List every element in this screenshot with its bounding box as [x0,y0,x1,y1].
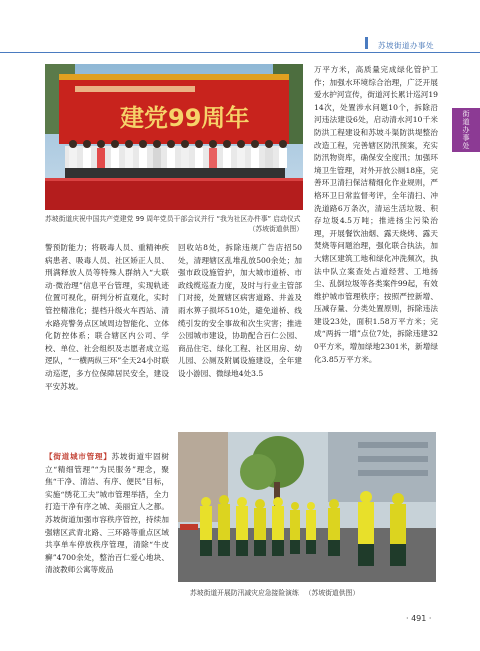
right-column-paragraph: 万平方米，高质量完成绿化管护工作；加强水环境综合治理，广泛开展爱水护河宣传，街道河长累计巡河1914次，处置涉水问题10个，拆除沿河违法建设6处，启动清水河10千米防洪工程建设和苏坡斗渠防洪堤整治改造工程，完善辖区防汛预案，充实防汛物资库，确保安全度汛；加强环境卫生管理，对外开放公厕18座，完善环卫清扫保洁精细化作业规则，严格环卫日常监督考评，全年清扫、冲洗道路6万条次，清运生活垃圾、积存垃圾4.5万吨；推进扬尘污染治理，开展餐饮油烟、露天烧烤、露天焚烧等问题治理，强化联合执法，加大辖区建筑工地和绿化冲洗频次，执法中队立案查处占道经营、工地扬尘、乱倒垃圾等各类案件99起，有效维护城市管理秩序；按照严控新增、压减存量、分类处置原则，拆除违法建设23处，面积1.58万平方米；完成“两拆一增”点位7处，拆除违建320平方米，增加绿地2301米，新增绿化3.85万平方米。 [314,65,438,364]
street-management-paragraph: 苏坡街道牢固树立“精细管理”“为民服务”理念，聚焦“干净、清洁、有序、便民”目标，实施“绣花工夫”城市管理举措，全力打造干净有序之城、美丽宜人之都。苏坡街道加强市容秩序管控，持续加强辖区武青北路、三环路等重点区域共享单车停放秩序管理，清除“牛皮癣”4700余处，整治百仁爱心地块、清波教师公寓等废品 [45,452,170,575]
drill-photo-image [178,432,436,582]
event-photo-image [45,64,303,210]
left-column-paragraph: 警预防能力；将吸毒人员、重精神疾病患者、吸毒人员、社区矫正人员、刑满释放人员等特殊人群纳入“大联动·微治理”信息平台管理，实现轨迹位置可视化，研判分析直观化，实时管控精准化；提档升级火车西站、清水路亮警务点区域周边智能化、立体化防控体系；联合辖区内公司、学校、单位、社会组织及志愿者成立巡逻队，“一横两纵三环”全天24小时联动巡逻，多方位保障居民安全，建设平安苏坡。 [45,243,169,391]
drill-photo-caption-text: 苏坡街道开展防汛减灾应急接险演练 [190,589,299,597]
header-rule [0,52,480,53]
drill-photo [178,432,436,582]
drill-photo-credit: （苏坡街道供图） [304,589,360,597]
street-management-heading: 【街道城市管理】 [45,452,112,461]
street-management-section [45,451,169,577]
middle-column-paragraph: 回收站8处，拆除违规广告店招50处，清理辖区乱堆乱放500余处；加强市政设施管护，加大城市道桥、市政线缆巡查力度，及时与行业主管部门对接，处置辖区病害道路、井盖及雨水箅子损坏510处，避免道桥、线缆引发的安全事故和次生灾害；推进公园城市建设，协助配合百仁公园、商品住宅、绿化工程、社区用房、幼儿园、公厕及附属设施建设，全年建设小游园、微绿地4处3.5 [178,243,302,378]
event-photo [45,64,303,210]
event-photo-caption [45,214,303,234]
page-number: · 491 · [406,614,432,623]
middle-column-text [178,242,302,381]
event-photo-credit: （苏坡街道供图） [248,225,303,233]
side-section-tab: 街道办事处 [452,108,480,152]
left-column-text [45,242,169,393]
page-header-title: 苏坡街道办事处 [378,41,434,50]
header-marker [365,37,368,49]
drill-photo-caption [190,588,436,598]
banner-text: 建党99周年 [120,104,250,132]
event-photo-caption-text: 苏坡街道庆祝中国共产党建党 99 周年党员干部会议并行 “我为社区办件事” 启动仪式 [45,215,301,223]
right-column-text [314,64,438,366]
